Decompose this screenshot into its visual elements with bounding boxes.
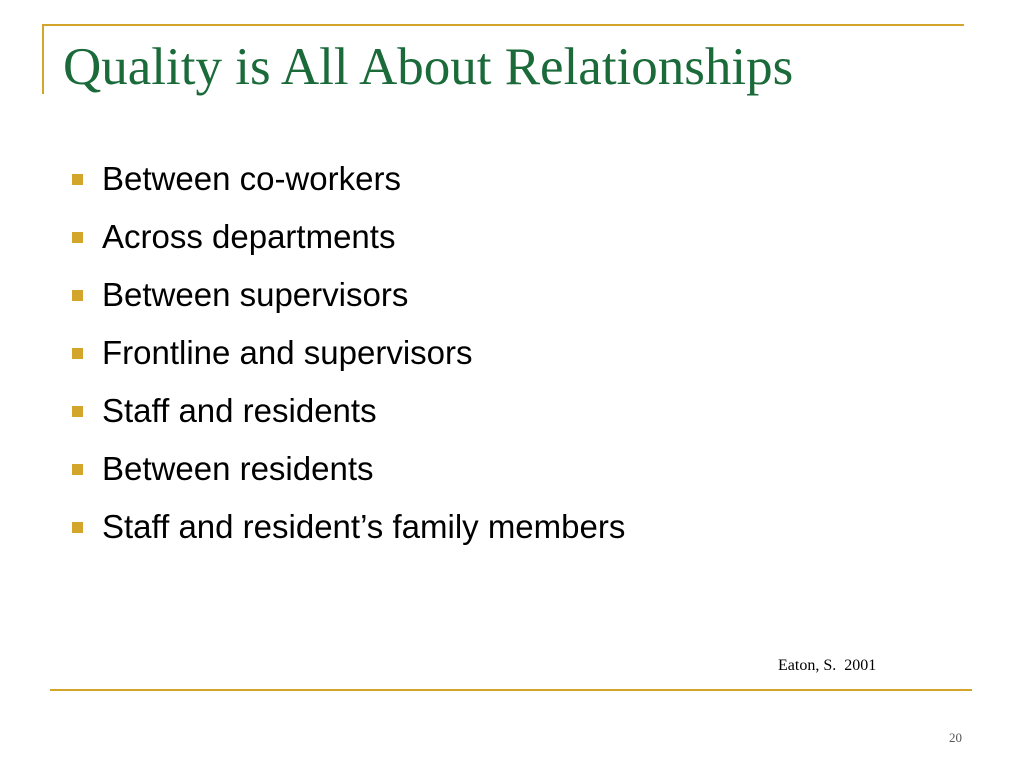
left-border-line: [42, 24, 44, 94]
bullet-item: [72, 382, 625, 440]
bullet-list: [72, 150, 625, 556]
square-bullet-icon: [72, 406, 83, 417]
bullet-text: Between co-workers: [102, 160, 401, 197]
square-bullet-icon: [72, 522, 83, 533]
bullet-item: [72, 498, 625, 556]
square-bullet-icon: [72, 348, 83, 359]
top-border-line: [42, 24, 964, 26]
bullet-text: Staff and residents: [102, 392, 377, 429]
bullet-text: Staff and resident’s family members: [102, 508, 626, 545]
bullet-item: [72, 150, 625, 208]
square-bullet-icon: [72, 290, 83, 301]
bullet-text: Frontline and supervisors: [102, 334, 473, 371]
square-bullet-icon: [72, 232, 83, 243]
bullet-item: [72, 266, 625, 324]
bullet-item: [72, 208, 625, 266]
square-bullet-icon: [72, 174, 83, 185]
page-number: 20: [949, 730, 962, 745]
bullet-item: [72, 440, 625, 498]
bottom-border-line: [50, 689, 972, 691]
bullet-text: Across departments: [102, 218, 396, 255]
square-bullet-icon: [72, 464, 83, 475]
bullet-text: Between supervisors: [102, 276, 409, 313]
slide-title: Quality is All About Relationships: [63, 38, 794, 96]
citation: Eaton, S. 2001: [778, 657, 877, 674]
bullet-text: Between residents: [102, 450, 374, 487]
bullet-item: [72, 324, 625, 382]
